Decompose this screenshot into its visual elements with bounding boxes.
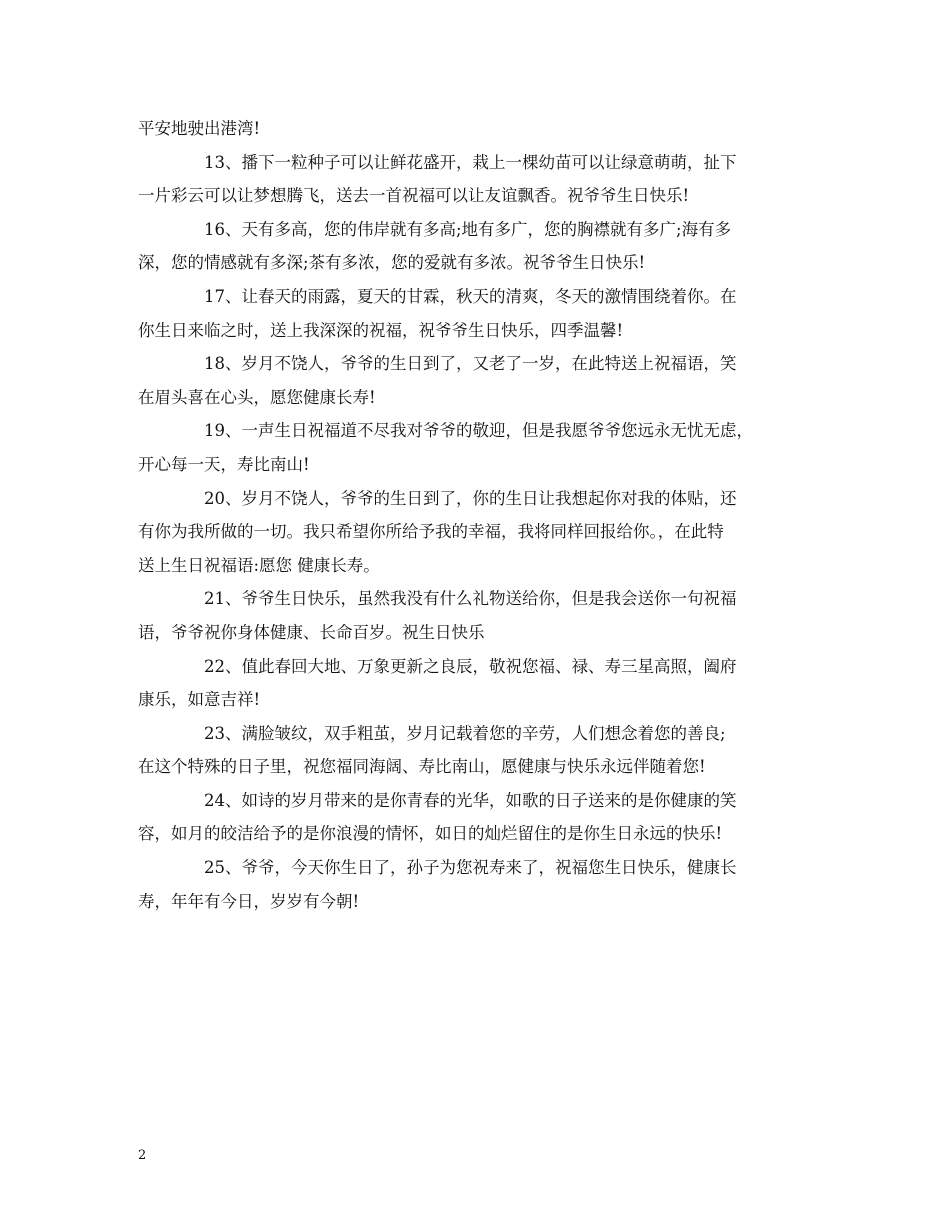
paragraph-20-line-2: 有你为我所做的一切。我只希望你所给予我的幸福，我将同样回报给你。，在此特: [138, 522, 724, 542]
paragraph-24-line-1: 24、如诗的岁月带来的是你青春的光华，如歌的日子送来的是你健康的笑: [204, 790, 737, 810]
paragraph-20-line-3: 送上生日祝福语:愿您 健康长寿。: [138, 555, 380, 575]
paragraph-25-line-1: 25、爷爷，今天你生日了，孙子为您祝寿来了，祝福您生日快乐，健康长: [204, 858, 737, 878]
paragraph-23-line-2: 在这个特殊的日子里，祝您福同海阔、寿比南山，愿健康与快乐永远伴随着您!: [138, 757, 706, 777]
paragraph-16-line-2: 深，您的情感就有多深;茶有多浓，您的爱就有多浓。祝爷爷生日快乐!: [138, 253, 646, 273]
paragraph-21-line-2: 语，爷爷祝你身体健康、长命百岁。祝生日快乐: [138, 622, 485, 642]
paragraph-13-line-2: 一片彩云可以让梦想腾飞，送去一首祝福可以让友谊飘香。祝爷爷生日快乐!: [138, 186, 690, 206]
paragraph-16-line-1: 16、天有多高，您的伟岸就有多高;地有多广，您的胸襟就有多广;海有多: [204, 219, 732, 239]
paragraph-18-line-2: 在眉头喜在心头，愿您健康长寿!: [138, 387, 376, 407]
paragraph-21-line-1: 21、爷爷生日快乐，虽然我没有什么礼物送给你，但是我会送你一句祝福: [204, 589, 737, 609]
paragraph-18-line-1: 18、岁月不饶人，爷爷的生日到了，又老了一岁，在此特送上祝福语，笑: [204, 354, 737, 374]
paragraph-19-line-2: 开心每一天，寿比南山!: [138, 454, 310, 474]
paragraph-17-line-2: 你生日来临之时，送上我深深的祝福，祝爷爷生日快乐，四季温馨!: [138, 320, 624, 340]
text-line: 平安地驶出港湾!: [138, 119, 261, 138]
paragraph-23-line-1: 23、满脸皱纹，双手粗茧，岁月记载着您的辛劳，人们想念着您的善良;: [204, 723, 726, 743]
paragraph-25-line-2: 寿，年年有今日，岁岁有今朝!: [138, 891, 360, 911]
paragraph-17-line-1: 17、让春天的雨露，夏天的甘霖，秋天的清爽，冬天的激情围绕着你。在: [204, 286, 737, 306]
paragraph-24-line-2: 容，如月的皎洁给予的是你浪漫的情怀，如日的灿烂留住的是你生日永远的快乐!: [138, 824, 723, 844]
paragraph-20-line-1: 20、岁月不饶人，爷爷的生日到了，你的生日让我想起你对我的体贴，还: [204, 488, 737, 508]
paragraph-13-line-1: 13、播下一粒种子可以让鲜花盛开，栽上一棵幼苗可以让绿意萌萌，扯下: [204, 152, 737, 172]
paragraph-22-line-1: 22、值此春回大地、万象更新之良辰，敬祝您福、禄、寿三星高照，阖府: [204, 656, 737, 676]
paragraph-19-line-1: 19、一声生日祝福道不尽我对爷爷的敬迎，但是我愿爷爷您远永无忧无虑，: [204, 421, 753, 441]
paragraph-22-line-2: 康乐，如意吉祥!: [138, 690, 261, 710]
page-number: 2: [138, 1148, 147, 1163]
document-body: [138, 112, 814, 918]
